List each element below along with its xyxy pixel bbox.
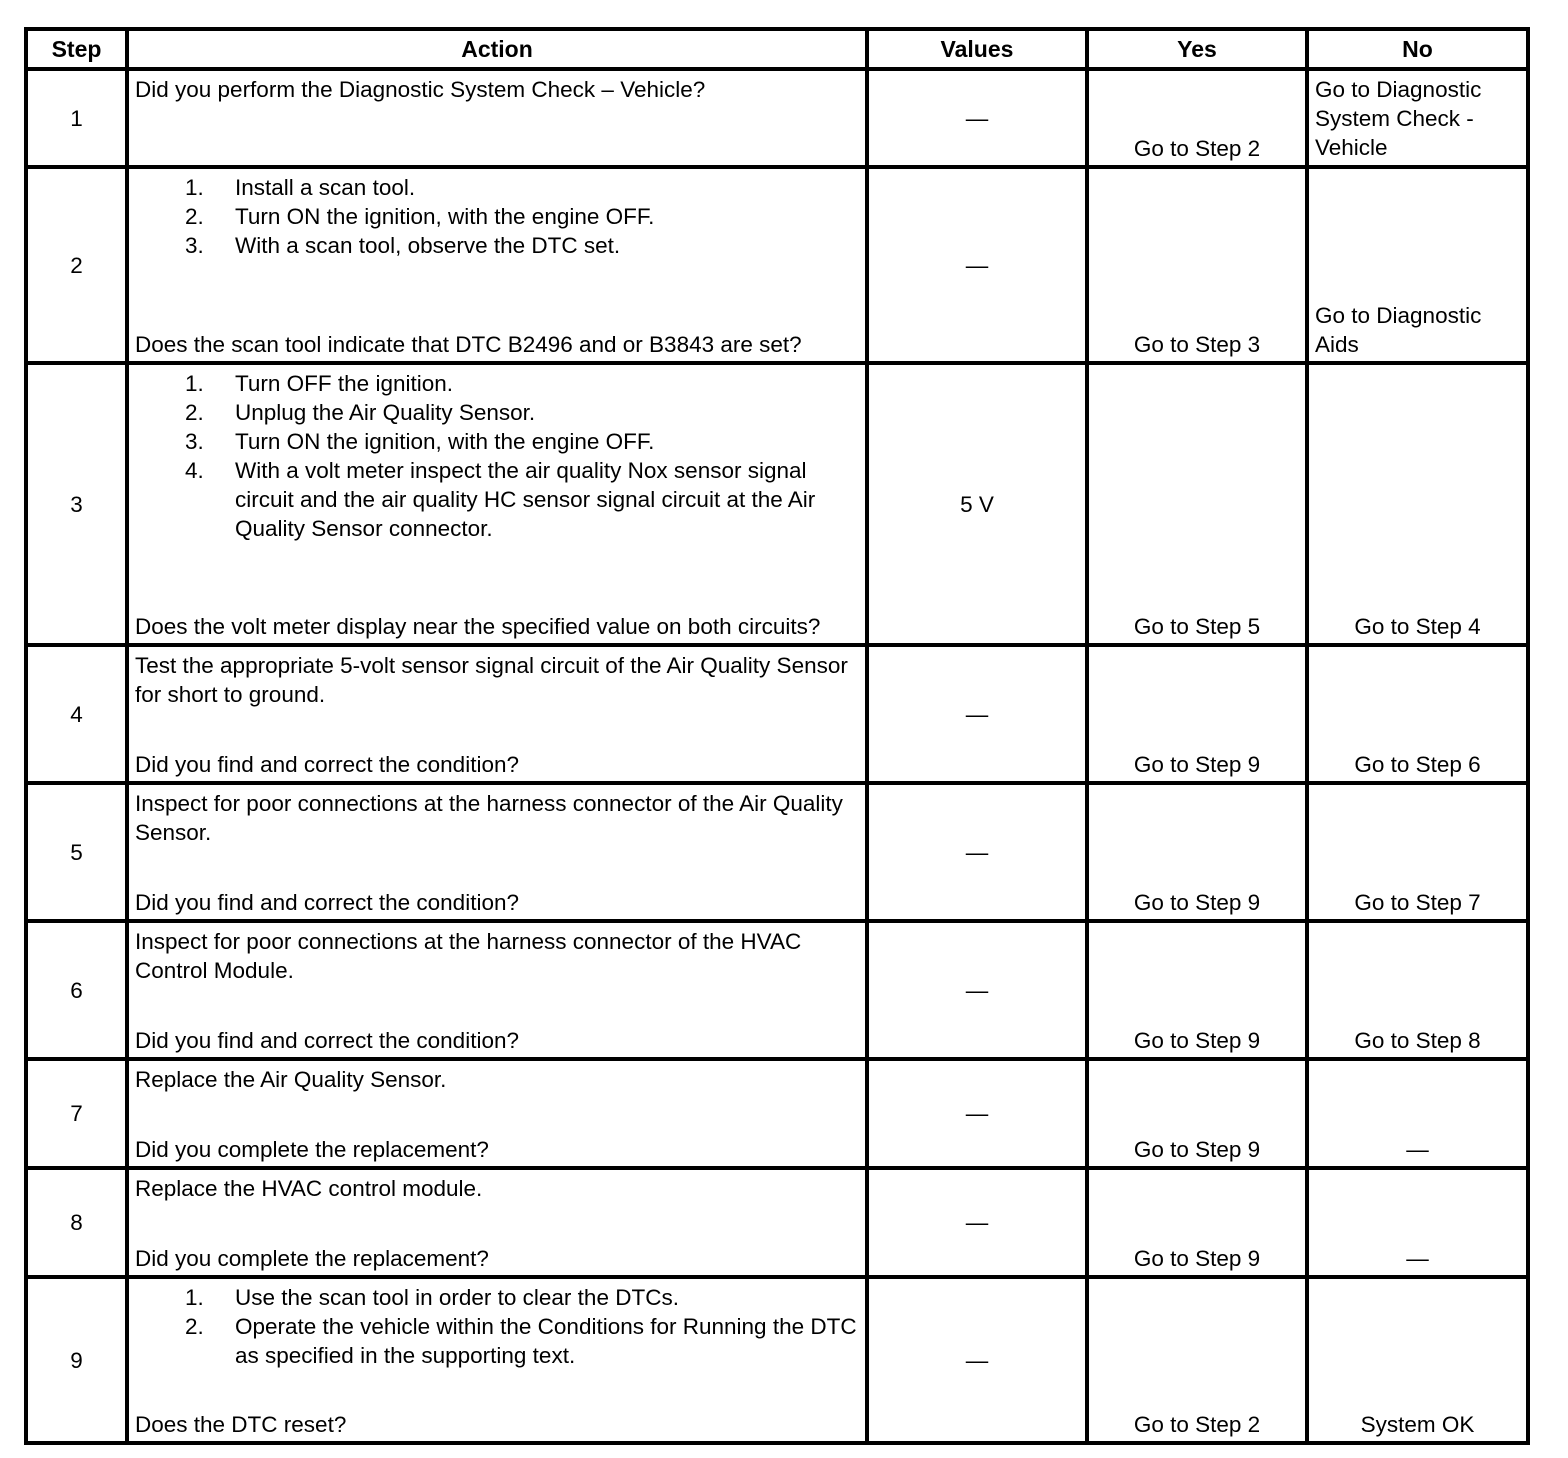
yes-cell: Go to Step 9 [1087, 783, 1307, 921]
step-number: 6 [26, 921, 127, 1059]
action-step-item: 2. Unplug the Air Quality Sensor. [185, 400, 536, 425]
no-cell: System OK [1307, 1277, 1528, 1443]
table-row [26, 1059, 1528, 1168]
header-step: Step [26, 29, 127, 69]
no-cell: — [1307, 1168, 1528, 1277]
table-row [26, 783, 1528, 921]
table-row [26, 1277, 1528, 1443]
no-cell: — [1307, 1059, 1528, 1168]
yes-cell: Go to Step 3 [1087, 167, 1307, 363]
action-step-item: 1. Use the scan tool in order to clear the DTCs. [185, 1285, 679, 1310]
action-question: Did you find and correct the condition? [135, 890, 519, 915]
action-step-item: 3. Turn ON the ignition, with the engine OFF. [185, 429, 655, 454]
value-cell: — [867, 69, 1087, 167]
step-number: 1 [26, 69, 127, 167]
action-step-item: 2. Turn ON the ignition, with the engine OFF. [185, 204, 655, 229]
table-row [26, 645, 1528, 783]
action-cell [127, 69, 867, 167]
value-cell: — [867, 1059, 1087, 1168]
yes-cell: Go to Step 9 [1087, 1059, 1307, 1168]
table-row [26, 363, 1528, 645]
value-cell: — [867, 167, 1087, 363]
step-number: 9 [26, 1277, 127, 1443]
header-values: Values [867, 29, 1087, 69]
action-step-item: 3. With a scan tool, observe the DTC set. [185, 233, 621, 258]
value-cell: — [867, 1168, 1087, 1277]
action-question: Did you complete the replacement? [135, 1137, 489, 1162]
no-cell: Go to Diagnostic System Check - Vehicle [1307, 69, 1528, 167]
yes-cell: Go to Step 5 [1087, 363, 1307, 645]
diagnostic-table [24, 27, 1530, 1445]
step-number: 2 [26, 167, 127, 363]
action-cell [127, 1168, 867, 1277]
header-row [26, 29, 1528, 69]
step-number: 4 [26, 645, 127, 783]
action-question: Did you find and correct the condition? [135, 1028, 519, 1053]
action-cell [127, 167, 867, 363]
action-question: Did you find and correct the condition? [135, 752, 519, 777]
action-instruction: Test the appropriate 5-volt sensor signal circuit of the Air Quality Sensor for short to ground. [135, 653, 848, 707]
header-yes: Yes [1087, 29, 1307, 69]
value-cell: 5 V [867, 363, 1087, 645]
action-cell [127, 1059, 867, 1168]
action-instruction: Inspect for poor connections at the harness connector of the Air Quality Sensor. [135, 791, 843, 845]
value-cell: — [867, 783, 1087, 921]
step-number: 8 [26, 1168, 127, 1277]
yes-cell: Go to Step 2 [1087, 1277, 1307, 1443]
step-number: 7 [26, 1059, 127, 1168]
action-cell [127, 645, 867, 783]
action-cell [127, 783, 867, 921]
table-row [26, 69, 1528, 167]
action-steps [135, 1283, 859, 1370]
action-step-item: 4. With a volt meter inspect the air quality Nox sensor signal circuit and the air quality HC sensor signal circuit at the Air Quality Sensor connector. [185, 458, 816, 541]
table-row [26, 921, 1528, 1059]
yes-cell: Go to Step 9 [1087, 645, 1307, 783]
value-cell: — [867, 1277, 1087, 1443]
action-step-item: 1. Install a scan tool. [185, 175, 416, 200]
action-question: Does the volt meter display near the specified value on both circuits? [135, 614, 821, 639]
no-cell: Go to Step 4 [1307, 363, 1528, 645]
action-question: Does the scan tool indicate that DTC B2496 and or B3843 are set? [135, 332, 802, 357]
action-steps [135, 173, 859, 260]
action-instruction: Replace the HVAC control module. [135, 1176, 483, 1201]
action-cell [127, 1277, 867, 1443]
action-instruction: Replace the Air Quality Sensor. [135, 1067, 447, 1092]
no-cell: Go to Diagnostic Aids [1307, 167, 1528, 363]
value-cell: — [867, 921, 1087, 1059]
action-step-item: 1. Turn OFF the ignition. [185, 371, 454, 396]
header-no: No [1307, 29, 1528, 69]
step-number: 3 [26, 363, 127, 645]
table-row [26, 1168, 1528, 1277]
header-action: Action [127, 29, 867, 69]
action-step-item: 2. Operate the vehicle within the Conditions for Running the DTC as specified in the supporting text. [185, 1314, 857, 1368]
action-question: Does the DTC reset? [135, 1412, 347, 1437]
value-cell: — [867, 645, 1087, 783]
yes-cell: Go to Step 2 [1087, 69, 1307, 167]
table-row [26, 167, 1528, 363]
action-instruction: Inspect for poor connections at the harness connector of the HVAC Control Module. [135, 929, 802, 983]
no-cell: Go to Step 6 [1307, 645, 1528, 783]
action-cell [127, 363, 867, 645]
action-question: Did you complete the replacement? [135, 1246, 489, 1271]
yes-cell: Go to Step 9 [1087, 1168, 1307, 1277]
action-cell [127, 921, 867, 1059]
step-number: 5 [26, 783, 127, 921]
yes-cell: Go to Step 9 [1087, 921, 1307, 1059]
action-steps [135, 369, 859, 543]
no-cell: Go to Step 7 [1307, 783, 1528, 921]
no-cell: Go to Step 8 [1307, 921, 1528, 1059]
action-question: Did you perform the Diagnostic System Check – Vehicle? [135, 77, 706, 102]
